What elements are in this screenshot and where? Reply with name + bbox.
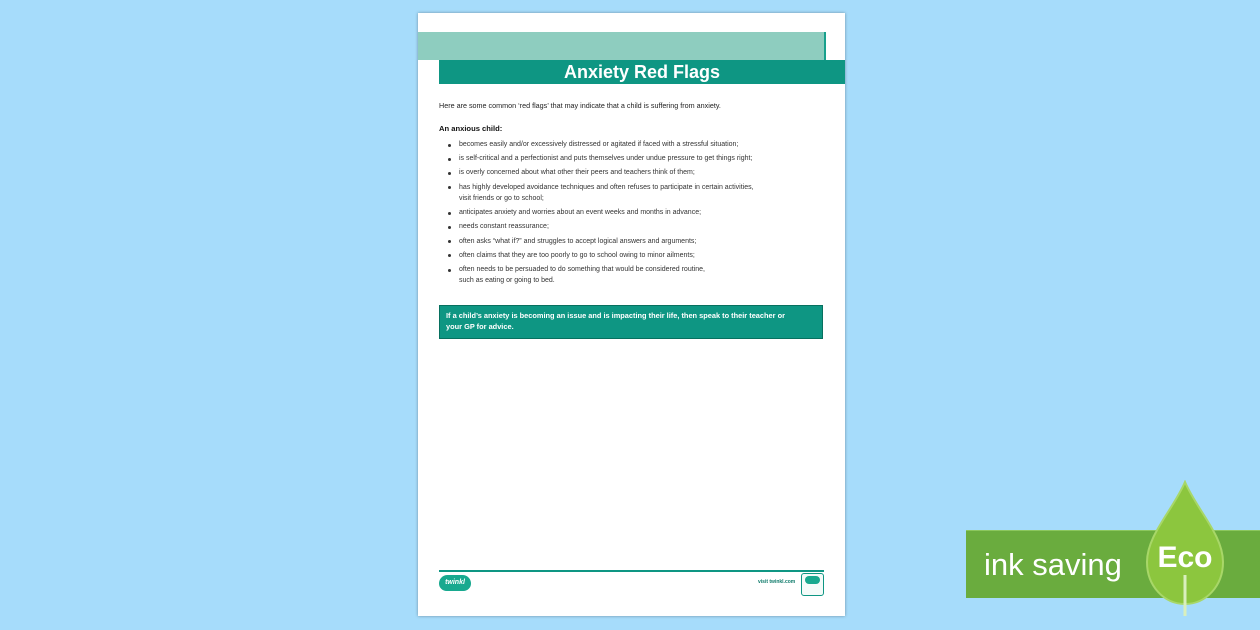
document-title: Anxiety Red Flags — [439, 60, 845, 84]
footer-divider — [439, 570, 824, 572]
list-item: anticipates anxiety and worries about an event weeks and months in advance; — [439, 207, 834, 218]
list-item: is self-critical and a perfectionist and puts themselves under undue pressure to get things right; — [439, 153, 834, 164]
advice-line-2: your GP for advice. — [446, 322, 514, 331]
document-page — [418, 13, 845, 616]
intro-text: Here are some common ‘red flags’ that may indicate that a child is suffering from anxiety. — [439, 101, 721, 110]
red-flags-list — [439, 139, 834, 290]
list-item: often needs to be persuaded to do something that would be considered routine, such as eating or going to bed. — [439, 264, 834, 287]
ink-saving-label: ink saving — [984, 547, 1122, 582]
list-item: often asks “what if?” and struggles to accept logical answers and arguments; — [439, 236, 834, 247]
advice-line-1: If a child’s anxiety is becoming an issue and is impacting their life, then speak to their teacher or — [446, 311, 785, 320]
twinkl-logo: twinkl — [439, 575, 471, 591]
badge-icon — [801, 573, 824, 596]
list-item: has highly developed avoidance techniques and often refuses to participate in certain activities, visit friends or go to school; — [439, 182, 834, 205]
advice-callout — [439, 305, 823, 339]
list-item: often claims that they are too poorly to go to school owing to minor ailments; — [439, 250, 834, 261]
list-item: is overly concerned about what other their peers and teachers think of them; — [439, 167, 834, 178]
eco-label: Eco — [1157, 541, 1213, 574]
list-item: becomes easily and/or excessively distressed or agitated if faced with a stressful situation; — [439, 139, 834, 150]
visit-link-text: visit twinkl.com — [758, 579, 796, 585]
list-item: needs constant reassurance; — [439, 221, 834, 232]
list-heading: An anxious child: — [439, 124, 503, 133]
header-band — [418, 32, 826, 60]
